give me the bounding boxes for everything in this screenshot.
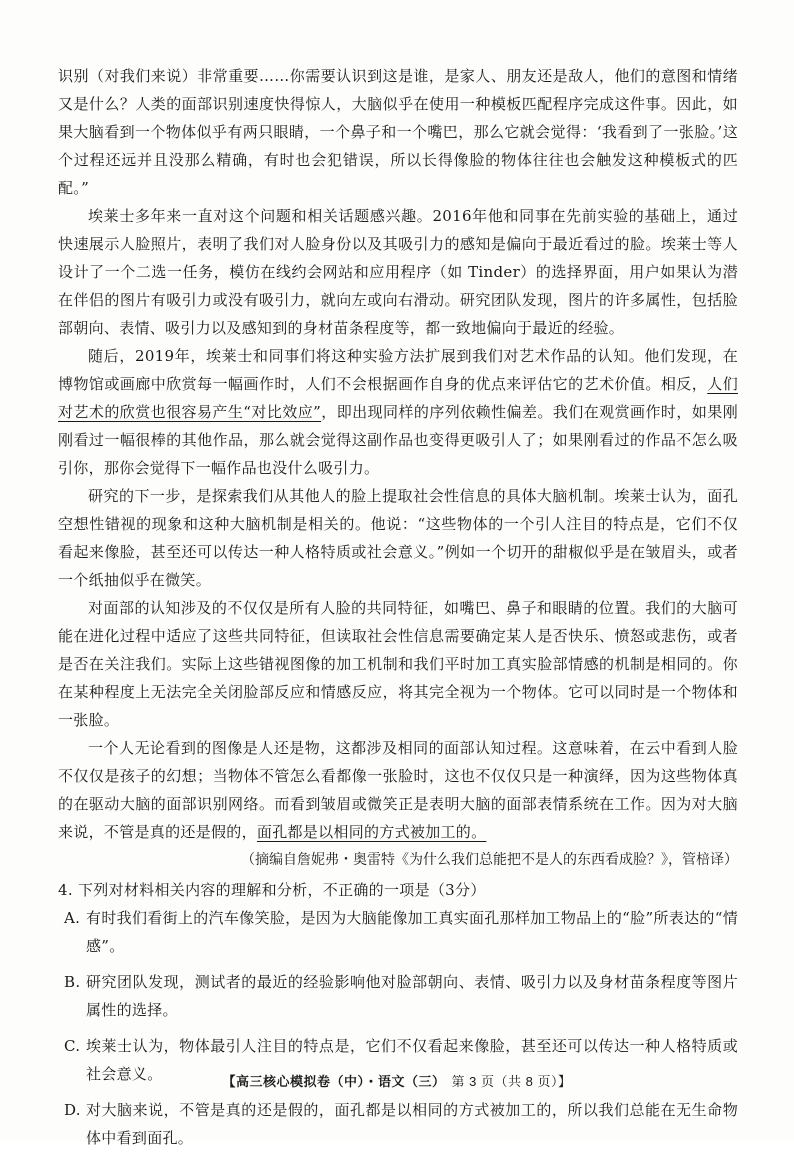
footer-exam-title: 【高三核心模拟卷（中）・语文（三） bbox=[222, 1074, 446, 1089]
page-content bbox=[58, 62, 738, 1160]
option-a[interactable] bbox=[58, 904, 738, 960]
paragraph-3-text-after: ，即出现同样的序列依赖性偏差。我们在观赏画作时，如果刚刚看过一幅很棒的其他作品，那么就会觉得这副作品也变得更吸引人了；如果刚看过的作品不怎么吸引你，那你会觉得下一幅作品也没什么吸引力。 bbox=[58, 403, 738, 477]
passage-paragraph-2: 埃莱士多年来一直对这个问题和相关话题感兴趣。2016年他和同事在先前实验的基础上，通过快速展示人脸照片，表明了我们对人脸身份以及其吸引力的感知是偏向于最近看过的脸。埃莱士等人设计了一个二选一任务，模仿在线约会网站和应用程序（如 Tinder）的选择界面，用户如果认为潜在伴侣的图片有吸引力或没有吸引力，就向左或向右滑动。研究团队发现，图片的许多属性，包括脸部朝向、表情、吸引力以及感知到的身材苗条程度等，都一致地偏向于最近的经验。 bbox=[58, 207, 738, 337]
option-text: 对大脑来说，不管是真的还是假的，面孔都是以相同的方式被加工的，所以我们总能在无生命物体中看到面孔。 bbox=[86, 1101, 738, 1147]
passage-paragraph-3 bbox=[58, 342, 738, 482]
option-letter: A. bbox=[64, 909, 81, 927]
option-text: 研究团队发现，测试者的最近的经验影响他对脸部朝向、表情、吸引力以及身材苗条程度等图片属性的选择。 bbox=[86, 973, 738, 1019]
underlined-sentence-contrast-effect: 人们对艺术的欣赏也很容易产生“对比效应” bbox=[58, 375, 738, 421]
option-letter: C. bbox=[64, 1037, 81, 1055]
paragraph-6-text-before: 一个人无论看到的图像是人还是物，这都涉及相同的面部认知过程。这意味着，在云中看到人脸不仅仅是孩子的幻想；当物体不管怎么看都像一张脸时，这也不仅仅只是一种演绎，因为这些物体真的在驱动大脑的面部识别网络。而看到皱眉或微笑正是表明大脑的面部表情系统在工作。因为对大脑来说，不管是真的还是假的， bbox=[58, 739, 738, 841]
footer-page-number: 第 3 页（共 8 页）】 bbox=[451, 1074, 572, 1089]
option-text: 有时我们看街上的汽车像笑脸，是因为大脑能像加工真实面孔那样加工物品上的“脸”所表达的“情感”。 bbox=[86, 909, 738, 955]
passage-source-citation: （摘编自詹妮弗・奥雷特《为什么我们总能把不是人的东西看成脸？》，管棓译） bbox=[241, 852, 738, 868]
option-text: 埃莱士认为，物体最引人注目的特点是，它们不仅看起来像脸，甚至还可以传达一种人格特质或社会意义。 bbox=[86, 1037, 738, 1083]
option-b[interactable] bbox=[58, 968, 738, 1024]
passage-paragraph-1: 识别（对我们来说）非常重要……你需要认识到这是谁，是家人、朋友还是敌人，他们的意图和情绪又是什么？人类的面部识别速度快得惊人，大脑似乎在使用一种模板匹配程序完成这件事。因此，如果大脑看到一个物体似乎有两只眼睛，一个鼻子和一个嘴巴，那么它就会觉得：‘我看到了一张脸。’这个过程还远并且没那么精确，有时也会犯错误，所以长得像脸的物体往往也会触发这种模板式的匹配。” bbox=[58, 67, 738, 197]
passage-paragraph-4: 研究的下一步，是探索我们从其他人的脸上提取社会性信息的具体大脑机制。埃莱士认为，面孔空想性错视的现象和这种大脑机制是相关的。他说：“这些物体的一个引人注目的特点是，它们不仅看起来像脸，甚至还可以传达一种人格特质或社会意义。”例如一个切开的甜椒似乎是在皱眉头，或者一个纸抽似乎在微笑。 bbox=[58, 487, 738, 589]
passage-paragraph-5: 对面部的认知涉及的不仅仅是所有人脸的共同特征，如嘴巴、鼻子和眼睛的位置。我们的大脑可能在进化过程中适应了这些共同特征，但读取社会性信息需要确定某人是否快乐、愤怒或悲伤，或者是否在关注我们。实际上这些错视图像的加工机制和我们平时加工真实脸部情感的机制是相同的。你在某种程度上无法完全关闭脸部反应和情感反应，将其完全视为一个物体。它可以同时是一个物体和一张脸。 bbox=[58, 599, 738, 729]
option-letter: D. bbox=[64, 1101, 81, 1119]
option-d[interactable] bbox=[58, 1096, 738, 1152]
question-4 bbox=[58, 876, 738, 1152]
passage-paragraph-6 bbox=[58, 734, 738, 846]
paragraph-3-text-before: 随后，2019年，埃莱士和同事们将这种实验方法扩展到我们对艺术作品的认知。他们发现，在博物馆或画廊中欣赏每一幅画作时，人们不会根据画作自身的优点来评估它的艺术价值。相反， bbox=[58, 347, 738, 393]
question-stem: 4. 下列对材料相关内容的理解和分析，不正确的一项是（3分） bbox=[58, 881, 486, 899]
page-footer bbox=[0, 1071, 794, 1090]
underlined-sentence-same-processing: 面孔都是以相同的方式被加工的。 bbox=[256, 823, 487, 841]
option-letter: B. bbox=[64, 973, 81, 991]
